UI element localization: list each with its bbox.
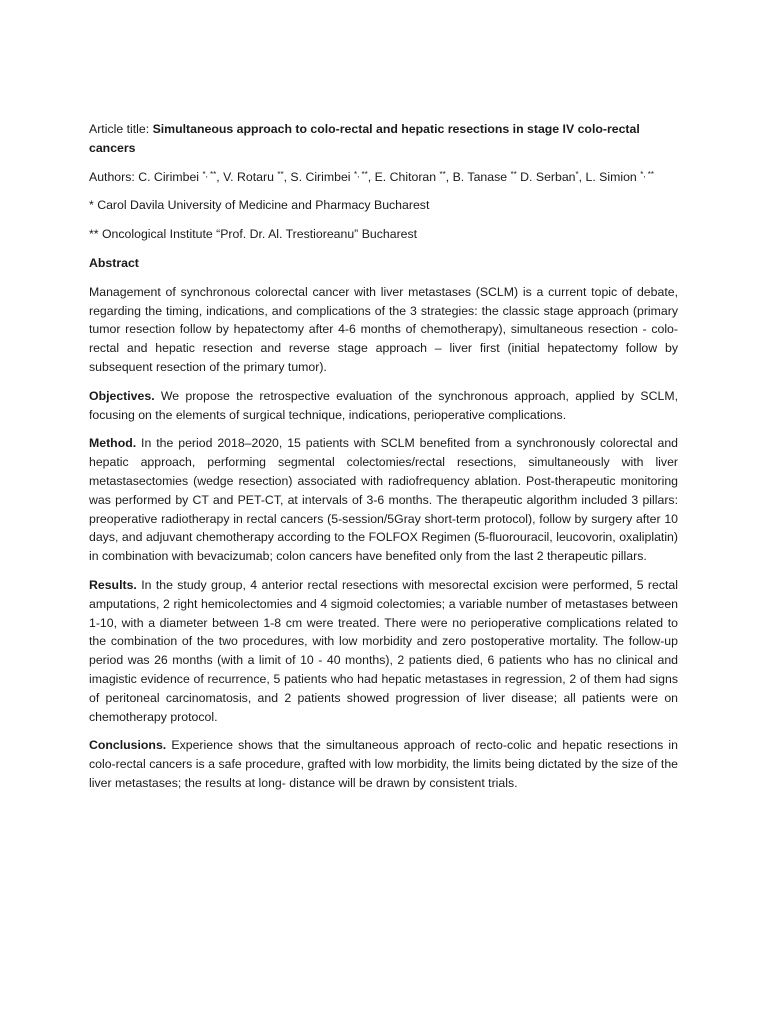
abstract-method [89, 434, 678, 566]
results-label: Results. [89, 577, 137, 592]
author-name: B. Tanase [452, 169, 511, 184]
abstract-heading: Abstract [89, 255, 139, 270]
affiliation-1: * Carol Davila University of Medicine and Pharmacy Bucharest [89, 198, 430, 213]
abstract-objectives [89, 387, 678, 425]
author-affiliation-mark: * [575, 169, 579, 179]
article-title-line [89, 120, 678, 158]
article-title: Simultaneous approach to colo-rectal and hepatic resections in stage IV colo-rectal cancers [89, 122, 640, 155]
conclusions-text: Experience shows that the simultaneous approach of recto-colic and hepatic resections in colo-rectal cancers is a safe procedure, grafted with low morbidity, the limits being dictated by the size of the liver metastases; the results at long- distance will be drawn by consistent trials. [89, 738, 678, 790]
authors-line [89, 168, 678, 187]
author-affiliation-mark: *, ** [640, 169, 654, 179]
method-label: Method. [89, 436, 137, 451]
author-separator: , [367, 169, 375, 184]
results-text: In the study group, 4 anterior rectal resections with mesorectal excision were performed, 5 rectal amputations, 2 right hemicolectomies and 4 sigmoid colectomies; a variable number of metastases between 1-10, with a diameter between 1-8 cm were treated. There were no perioperative complications related to the combination of the two procedures, with low morbidity and zero postoperative mortality. The follow-up period was 26 months (with a limit of 10 - 40 months), 2 patients died, 6 patients who has no clinical and imagistic evidence of recurrence, 5 patients who had hepatic metastases in regression, 2 of them had signs of peritoneal carcinomatosis, and 2 patients showed progression of liver disease; all patients were on chemotherapy protocol. [89, 577, 678, 724]
author-affiliation-mark: ** [277, 169, 284, 179]
author-name: D. Serban [520, 169, 576, 184]
method-text: In the period 2018–2020, 15 patients with SCLM benefited from a synchronously colorectal and hepatic approach, performing segmental colectomies/rectal resections, simultaneously with liver metastasectomies (wedge resection) associated with radiofrequency ablation. Post-therapeutic monitoring was performed by CT and PET-CT, at intervals of 3-6 months. The therapeutic algorithm included 3 pillars: preoperative radiotherapy in rectal cancers (5-session/5Gray short-term protocol), follow by surgery after 10 days, and adjuvant chemotherapy according to the FOLFOX Regimen (5-fluorouracil, leucovorin, oxaliplatin) in combination with bevacizumab; colon cancers have benefited only from the last 2 therapeutic pillars. [89, 436, 678, 564]
abstract-conclusions [89, 736, 678, 792]
conclusions-label: Conclusions. [89, 738, 167, 753]
author-name: V. Rotaru [223, 169, 278, 184]
author-affiliation-mark: *, ** [202, 169, 217, 179]
author-affiliation-mark: ** [510, 169, 517, 179]
author-separator: , [445, 169, 453, 184]
article-title-label: Article title: [89, 122, 153, 136]
author-separator: , [578, 169, 586, 184]
abstract-results [89, 576, 678, 726]
objectives-text: We propose the retrospective evaluation of the synchronous approach, applied by SCLM, focusing on the elements of surgical technique, indications, perioperative complications. [89, 388, 678, 422]
author-affiliation-mark: ** [439, 169, 446, 179]
affiliation-2: ** Oncological Institute “Prof. Dr. Al. Trestioreanu” Bucharest [89, 227, 418, 242]
authors-label: Authors: [89, 169, 139, 184]
author-name: L. Simion [585, 169, 641, 184]
author-name: E. Chitoran [374, 169, 440, 184]
author-name: S. Cirimbei [290, 169, 354, 184]
author-separator: , [283, 169, 291, 184]
author-separator: , [216, 169, 224, 184]
author-affiliation-mark: *, ** [353, 169, 368, 179]
author-name: C. Cirimbei [138, 169, 203, 184]
abstract-intro: Management of synchronous colorectal cancer with liver metastases (SCLM) is a current topic of debate, regarding the timing, indications, and complications of the 3 strategies: the classic stage approach (primary tumor resection follow by hepatectomy after 4-6 months of chemotherapy), simultaneous resection - colo-rectal and hepatic resection and reverse stage approach – liver first (initial hepatectomy follow by subsequent resection of the primary tumor). [89, 284, 678, 374]
objectives-label: Objectives. [89, 388, 155, 403]
document-page [89, 120, 678, 803]
